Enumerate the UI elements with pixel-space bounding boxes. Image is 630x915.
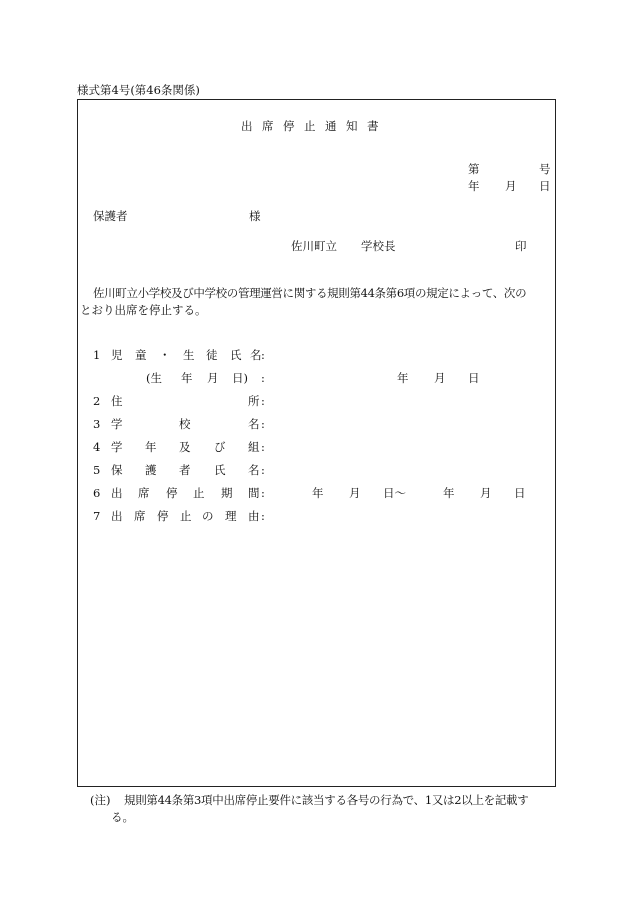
field-char: 童 [135,348,147,362]
addressee-honorific: 様 [249,209,261,223]
doc-number-go: 号 [539,162,551,176]
field-student-name [93,350,273,364]
field-char: (生 [146,371,162,385]
field-char: 名 [250,348,262,362]
field-char: 止 [180,509,192,523]
field-birthdate [93,373,493,387]
date-month: 月 [505,179,517,193]
field-char: 校 [179,417,191,431]
field-char: 氏 [230,348,242,362]
date-day: 日 [539,179,551,193]
title-char: 出 [241,119,253,133]
addressee-label: 保護者 [93,209,128,223]
field-char: 停 [166,486,178,500]
note-label: (注) [90,793,111,807]
field-char: の [202,509,214,523]
body-text-line2: とおり出席を停止する。 [80,303,207,317]
field-colon: : [261,394,265,408]
field-colon: : [261,348,265,362]
field-char: 所 [248,394,260,408]
field-char: 護 [145,463,157,477]
field-colon: : [261,509,265,523]
title-char: 通 [325,119,337,133]
field-address [93,396,273,410]
sender-principal: 学校長 [361,239,396,253]
title-char: 知 [346,119,358,133]
field-char: 及 [179,440,191,454]
field-number: 7 [93,509,101,523]
title-char: 停 [283,119,295,133]
field-char: 止 [193,486,205,500]
field-char: 学 [111,417,123,431]
field-char: ・ [159,348,171,362]
body-text-line1: 佐川町立小学校及び中学校の管理運営に関する規則第44条第6項の規定によって、次の [93,286,527,300]
field-suspension-reason [93,511,273,525]
field-char: 徒 [206,348,218,362]
field-char: 期 [221,486,233,500]
field-char: 席 [134,509,146,523]
form-number: 様式第4号(第46条関係) [77,83,200,97]
field-number: 2 [93,394,101,408]
field-grade-class [93,442,273,456]
field-colon: : [261,486,265,500]
sender-town: 佐川町立 [291,239,337,253]
end-year: 年 [443,486,455,500]
doc-number-dai: 第 [468,162,480,176]
field-char: 住 [111,394,123,408]
birth-month: 月 [434,371,446,385]
field-number: 5 [93,463,101,477]
field-colon: : [261,463,265,477]
title-char: 書 [367,119,379,133]
field-char: 生 [183,348,195,362]
start-year: 年 [312,486,324,500]
field-char: 組 [248,440,260,454]
field-number: 1 [93,348,101,362]
field-colon: : [261,417,265,431]
field-char: 由 [248,509,260,523]
field-char: 名 [248,463,260,477]
field-char: 理 [225,509,237,523]
field-char: 出 [111,509,123,523]
field-char: 名 [248,417,260,431]
field-char: 保 [111,463,123,477]
date-year: 年 [468,179,480,193]
field-char: 出 [111,486,123,500]
field-char: び [214,440,226,454]
field-char: 月 [207,371,219,385]
end-month: 月 [480,486,492,500]
note-line1: 規則第44条第3項中出席停止要件に該当する各号の行為で、1又は2以上を記載す [124,793,529,807]
field-number: 3 [93,417,101,431]
field-colon: : [261,371,265,385]
field-char: 間 [248,486,260,500]
sender-seal: 印 [515,239,527,253]
title-char: 止 [304,119,316,133]
note-line2: る。 [111,810,134,824]
birth-year: 年 [397,371,409,385]
start-day: 日〜 [383,486,406,500]
field-char: 停 [157,509,169,523]
field-char: 者 [179,463,191,477]
field-char: 氏 [214,463,226,477]
field-char: 年 [181,371,193,385]
field-number: 6 [93,486,101,500]
field-char: 児 [111,348,123,362]
field-suspension-period [93,488,533,502]
end-day: 日 [514,486,526,500]
birth-day: 日 [468,371,480,385]
field-char: 学 [111,440,123,454]
field-char: 年 [145,440,157,454]
field-guardian-name [93,465,273,479]
start-month: 月 [349,486,361,500]
field-number: 4 [93,440,101,454]
field-char: 席 [138,486,150,500]
title-char: 席 [262,119,274,133]
field-school-name [93,419,273,433]
field-colon: : [261,440,265,454]
field-char: 日) [232,371,248,385]
